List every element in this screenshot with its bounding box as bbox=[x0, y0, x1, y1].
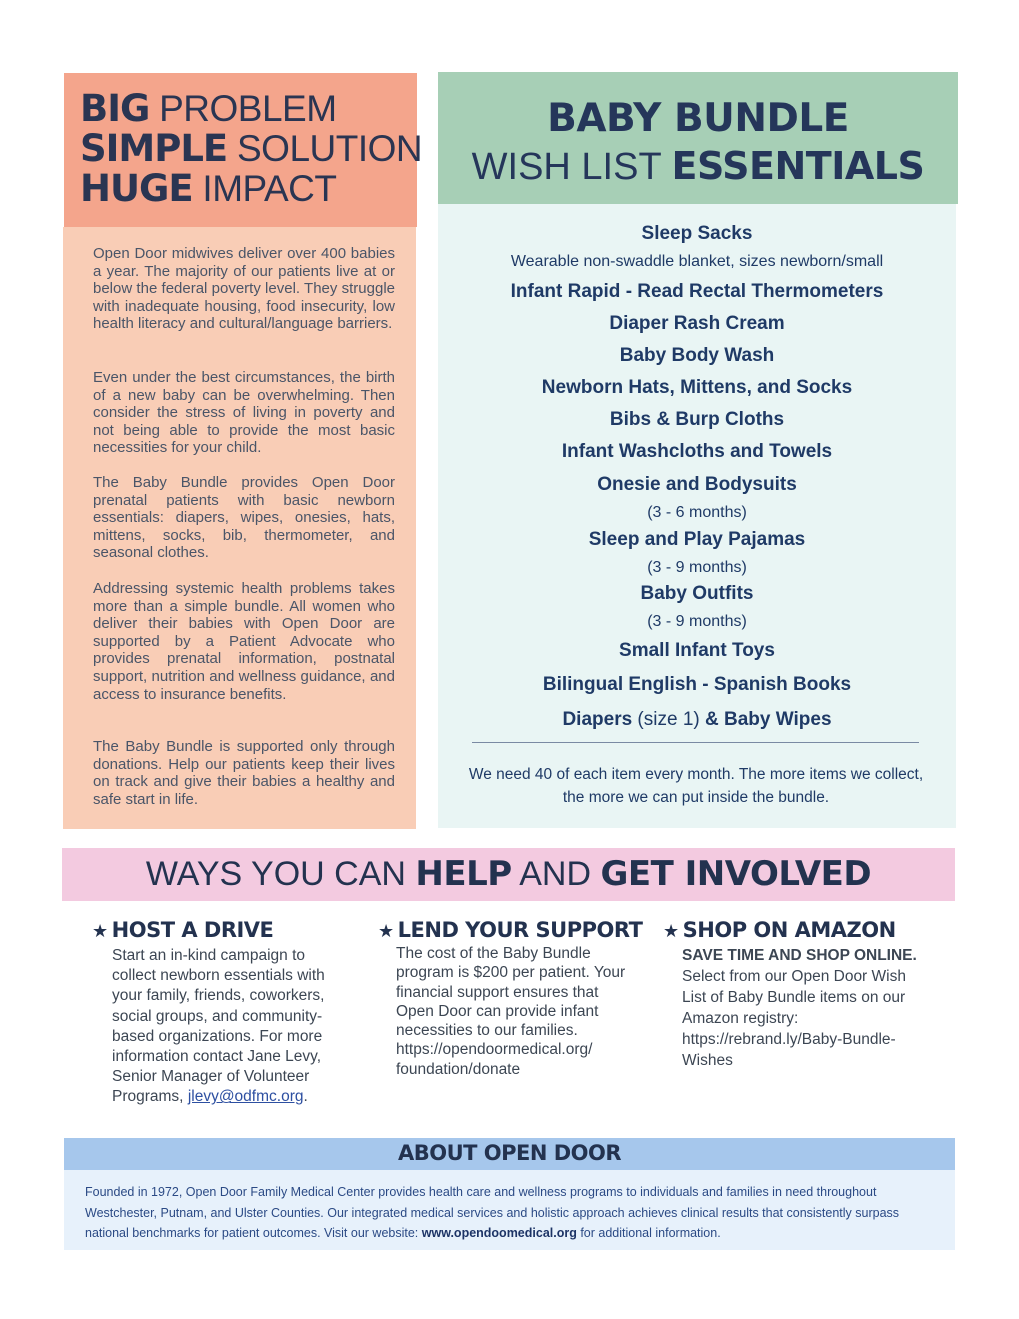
star-icon: ★ bbox=[378, 921, 394, 942]
lend-support-text: The cost of the Baby Bundle program is $200 per patient. Your financial support ensures that Open Door can provide infant necessities to our families. https://opendoormedical.org/ foundation/donate bbox=[396, 945, 626, 1078]
wishlist-item-diaper-cream: Diaper Rash Cream bbox=[609, 313, 785, 334]
wishlist-item-sleep-sacks: Sleep Sacks bbox=[641, 223, 753, 244]
wishlist-note: We need 40 of each item every month. The more items we collect, the more we can put inside the bundle. bbox=[468, 766, 924, 806]
star-icon: ★ bbox=[663, 921, 679, 942]
intro-paragraph-3: The Baby Bundle provides Open Door prenatal patients with basic newborn essentials: diapers, wipes, onesies, hats, mittens, socks, bib, thermometer, and seasonal clothes. bbox=[93, 474, 395, 562]
wishlist-header bbox=[438, 72, 958, 204]
wishlist-body bbox=[438, 204, 956, 828]
about-title: ABOUT OPEN DOOR bbox=[397, 1141, 622, 1165]
about-body bbox=[64, 1170, 955, 1250]
about-header bbox=[64, 1138, 955, 1170]
wishlist-item-onesie: Onesie and Bodysuits bbox=[597, 474, 797, 495]
headline-box bbox=[64, 73, 423, 227]
wishlist-item-outfits: Baby Outfits bbox=[640, 583, 754, 604]
shop-amazon-text: SAVE TIME AND SHOP ONLINE. Select from our Open Door Wish List of Baby Bundle items on our Amazon registry: https://rebrand.ly/Baby-Bundle-Wishes bbox=[682, 947, 917, 1069]
lend-support-heading: ★ LEND YOUR SUPPORT bbox=[378, 918, 643, 942]
wishlist-item-books: Bilingual English - Spanish Books bbox=[542, 674, 852, 695]
star-icon: ★ bbox=[92, 921, 108, 942]
wishlist-item-washcloths: Infant Washcloths and Towels bbox=[561, 441, 833, 462]
host-drive-text: Start an in-kind campaign to collect newborn essentials with your family, friends, coworkers, social groups, and community-based organizations. For more information contact Jane Levy, Senior Manager of Volunteer Programs, jlevy@odfmc.org. bbox=[112, 947, 325, 1106]
ways-title: WAYS YOU CAN HELP AND GET INVOLVED bbox=[145, 854, 872, 894]
wishlist-item-onesie-sizes: (3 - 6 months) bbox=[647, 504, 747, 521]
intro-paragraph-1: Open Door midwives deliver over 400 babies a year. The majority of our patients live at or below the federal poverty level. They struggle with inadequate housing, food insecurity, low health literacy and cultural/language barriers. bbox=[93, 245, 395, 333]
about-text: Founded in 1972, Open Door Family Medical Center provides health care and wellness programs to individuals and families in need throughout Westchester, Putnam, and Ulster Counties. Our integrated medical services and holistic approach achieves clinical results that consistently surpass national benchmarks for patient outcomes. Visit our website: www.opendoomedical.org for additional information. bbox=[85, 1185, 900, 1240]
volunteer-email-link[interactable]: jlevy@odfmc.org bbox=[187, 1088, 304, 1106]
wishlist-item-toys: Small Infant Toys bbox=[619, 640, 775, 661]
shop-amazon-heading: ★ SHOP ON AMAZON bbox=[663, 918, 896, 942]
wishlist-item-sleep-sacks-detail: Wearable non-swaddle blanket, sizes newborn/small bbox=[510, 253, 884, 270]
intro-paragraph-5: The Baby Bundle is supported only through donations. Help our patients keep their lives on track and give their babies a healthy and safe start in life. bbox=[93, 738, 395, 808]
wishlist-title: BABY BUNDLE bbox=[547, 96, 849, 141]
wishlist-item-diapers: Diapers (size 1) & Baby Wipes bbox=[562, 709, 832, 730]
intro-paragraph-4: Addressing systemic health problems takes more than a simple bundle. All women who deliver their babies with Open Door are supported by a Patient Advocate who provides prenatal information, postnatal support, nutrition and wellness guidance, and access to insurance benefits. bbox=[93, 580, 395, 703]
donate-url: https://opendoormedical.org/ bbox=[396, 1041, 593, 1059]
ways-header bbox=[62, 848, 955, 901]
headline-line-1: BIG PROBLEM bbox=[80, 87, 337, 130]
intro-text-box bbox=[63, 227, 416, 829]
headline-line-3: HUGE IMPACT bbox=[80, 167, 337, 210]
wishlist-divider bbox=[472, 742, 919, 743]
wishlist-item-pajamas: Sleep and Play Pajamas bbox=[588, 529, 806, 550]
intro-paragraph-2: Even under the best circumstances, the birth of a new baby can be overwhelming. Then consider the stress of living in poverty and not being able to provide the most basic necessities for your child. bbox=[93, 369, 395, 457]
wishlist-item-bibs: Bibs & Burp Cloths bbox=[609, 409, 785, 430]
wishlist-subtitle: WISH LIST ESSENTIALS bbox=[471, 144, 925, 188]
wishlist-item-pajamas-sizes: (3 - 9 months) bbox=[647, 559, 747, 576]
wishlist-item-outfits-sizes: (3 - 9 months) bbox=[647, 613, 747, 630]
website-link[interactable]: www.opendoomedical.org bbox=[421, 1226, 577, 1240]
wishlist-item-thermometers: Infant Rapid - Read Rectal Thermometers bbox=[510, 281, 884, 302]
host-drive-heading: ★ HOST A DRIVE bbox=[92, 918, 274, 942]
headline-line-2: SIMPLE SOLUTION bbox=[80, 127, 423, 170]
wishlist-item-body-wash: Baby Body Wash bbox=[619, 345, 775, 366]
wishlist-item-hats: Newborn Hats, Mittens, and Socks bbox=[541, 377, 853, 398]
